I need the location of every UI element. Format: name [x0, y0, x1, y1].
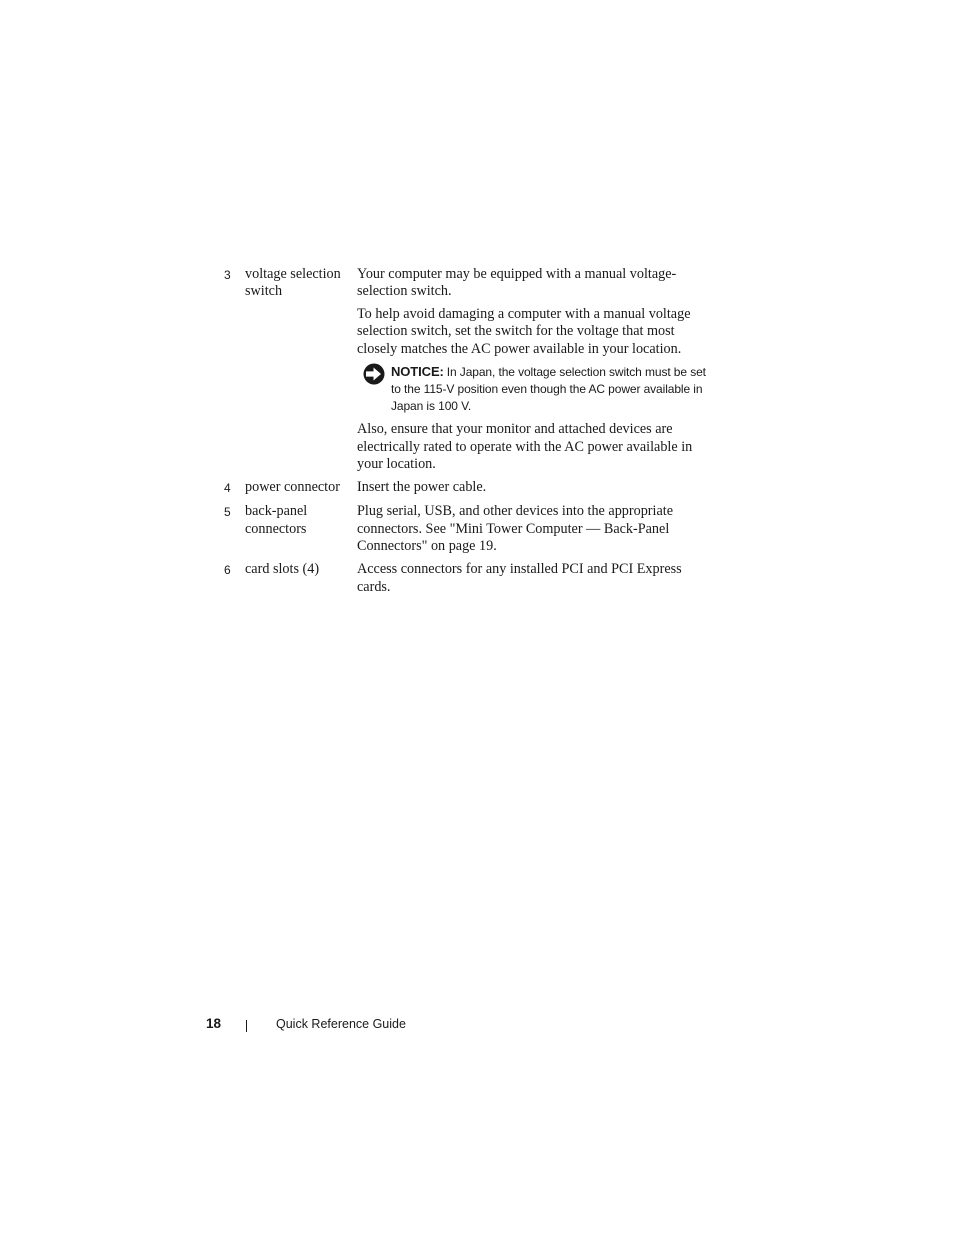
item-term: power connector: [245, 479, 340, 496]
notice-box: [357, 363, 712, 415]
item-number: 3: [224, 268, 231, 282]
item-term: card slots (4): [245, 561, 320, 578]
notice-body: In Japan, the voltage selection switch must be set to the 115-V position even though the AC power available in Japan is 100 V.: [391, 365, 706, 414]
table-row: [224, 479, 724, 497]
item-description: Plug serial, USB, and other devices into the appropriate connectors. See "Mini Tower Computer — Back-Panel Connectors" on page 19.: [357, 503, 673, 554]
item-description: Insert the power cable.: [357, 479, 487, 496]
table-row: [224, 266, 724, 473]
item-number: 5: [224, 505, 231, 520]
item-description: [357, 266, 712, 473]
notice-arrow-icon: [357, 363, 391, 385]
page-number: 18: [206, 1016, 222, 1031]
notice-text: [391, 363, 712, 415]
connector-table: [224, 266, 724, 602]
description-paragraph: To help avoid damaging a computer with a manual voltage selection switch, set the switch for the voltage that most closely matches the AC power available in your location.: [357, 306, 691, 357]
page-footer: [206, 1015, 406, 1033]
footer-divider: [246, 1020, 247, 1032]
item-term: back-panel connectors: [245, 503, 308, 537]
item-description: Access connectors for any installed PCI and PCI Express cards.: [357, 561, 682, 595]
item-number: 6: [224, 563, 231, 578]
item-term: voltage selection switch: [245, 266, 341, 300]
item-number: 4: [224, 481, 231, 496]
description-paragraph: Also, ensure that your monitor and attached devices are electrically rated to operate with the AC power available in your location.: [357, 421, 693, 473]
description-paragraph: Your computer may be equipped with a manual voltage-selection switch.: [357, 266, 677, 300]
table-row: [224, 503, 724, 555]
table-row: [224, 561, 724, 596]
document-title: Quick Reference Guide: [276, 1017, 406, 1031]
notice-label: NOTICE:: [391, 364, 444, 380]
